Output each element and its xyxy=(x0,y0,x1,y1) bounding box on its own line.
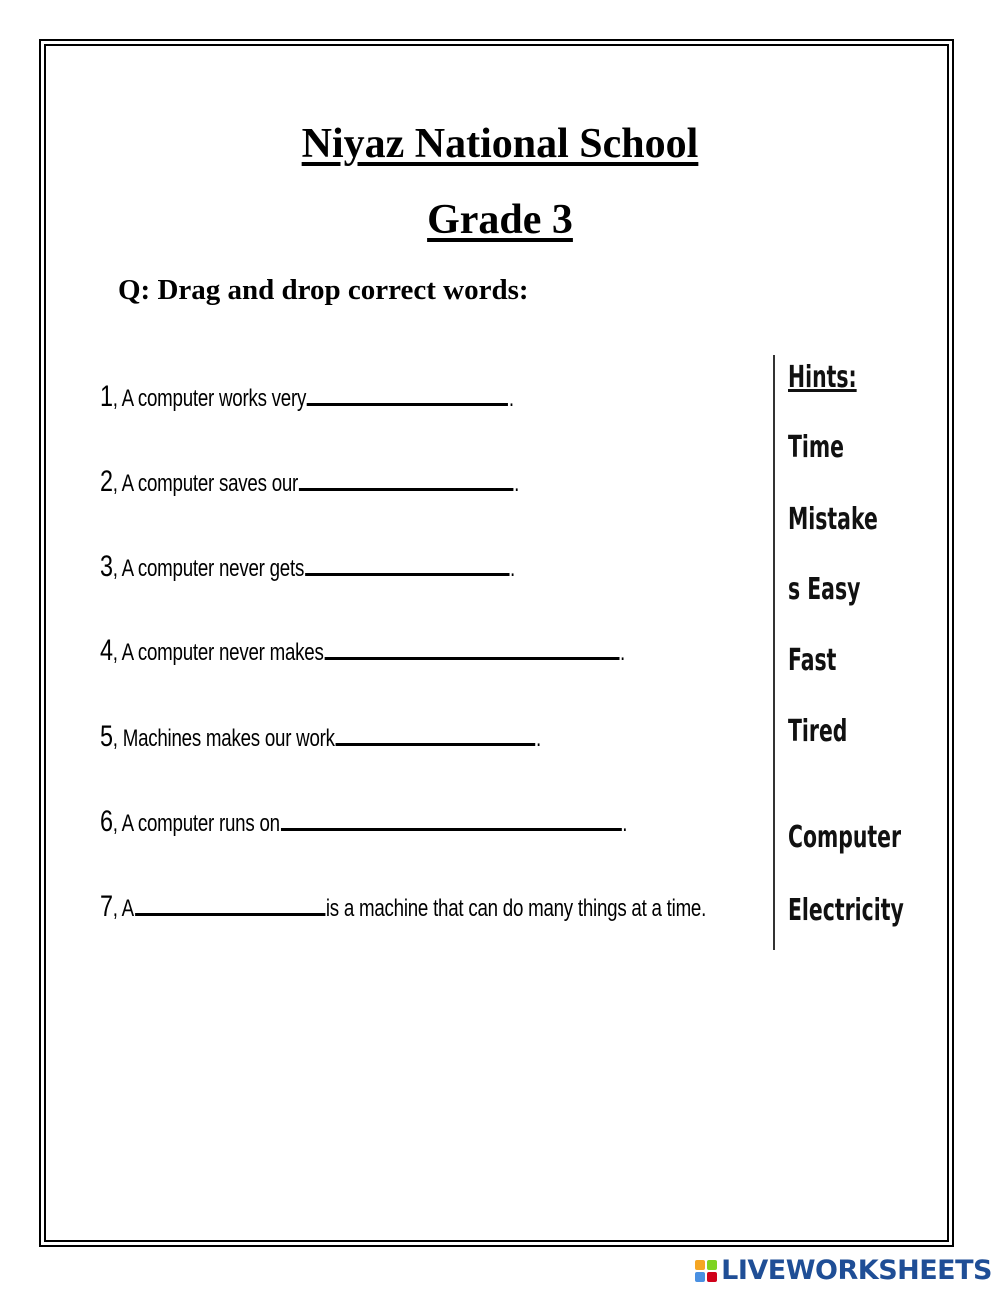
item-text-after: . xyxy=(514,470,520,497)
answer-blank-5[interactable] xyxy=(336,721,536,746)
item-text-after: . xyxy=(619,639,625,666)
school-title: Niyaz National School xyxy=(301,121,699,167)
item-text-after: is a machine that can do many things at a time. xyxy=(325,895,707,922)
hints-divider xyxy=(773,355,775,950)
answer-blank-3[interactable] xyxy=(305,551,509,576)
hint-word[interactable]: Mistake xyxy=(788,502,878,537)
item-text-before: , A computer runs on xyxy=(112,810,280,837)
item-number: 2 xyxy=(100,465,113,498)
question-item-6 xyxy=(100,805,627,839)
item-number: 5 xyxy=(100,720,113,753)
hint-word[interactable]: Computer xyxy=(788,820,902,855)
logo-square xyxy=(707,1272,717,1282)
item-text-before: , A computer never gets xyxy=(112,555,305,582)
item-text-before: , A xyxy=(112,895,134,922)
grade-title: Grade 3 xyxy=(427,197,573,243)
item-number: 6 xyxy=(100,805,113,838)
liveworksheets-brand xyxy=(695,1255,992,1286)
hint-word[interactable]: Time xyxy=(788,430,845,465)
hints-title: Hints: xyxy=(788,360,857,395)
answer-blank-6[interactable] xyxy=(281,806,622,831)
logo-square xyxy=(707,1260,717,1270)
item-text-after: . xyxy=(536,725,541,752)
answer-blank-7[interactable] xyxy=(135,891,325,916)
item-number: 3 xyxy=(100,550,113,583)
item-number: 1 xyxy=(100,380,113,413)
item-number: 7 xyxy=(100,890,113,923)
question-item-4 xyxy=(100,634,625,668)
hint-word[interactable]: Electricity xyxy=(788,893,904,928)
hint-word[interactable]: s Easy xyxy=(788,572,861,607)
question-item-2 xyxy=(100,465,519,499)
question-item-7 xyxy=(100,890,706,924)
item-text-after: . xyxy=(508,385,514,412)
question-item-1 xyxy=(100,380,514,414)
answer-blank-1[interactable] xyxy=(307,381,508,406)
hint-word[interactable]: Tired xyxy=(788,714,848,749)
item-text-after: . xyxy=(622,810,628,837)
item-text-before: , A computer works very xyxy=(112,385,307,412)
item-text-before: , A computer never makes xyxy=(112,639,324,666)
brand-name: LIVEWORKSHEETS xyxy=(721,1255,992,1286)
answer-blank-2[interactable] xyxy=(299,466,514,491)
answer-blank-4[interactable] xyxy=(324,635,619,660)
item-text-before: , A computer saves our xyxy=(112,470,299,497)
hint-word[interactable]: Fast xyxy=(788,643,837,678)
question-item-3 xyxy=(100,550,515,584)
logo-square xyxy=(695,1272,705,1282)
question-item-5 xyxy=(100,720,541,754)
question-instruction: Q: Drag and drop correct words: xyxy=(118,274,529,306)
logo-square xyxy=(695,1260,705,1270)
item-number: 4 xyxy=(100,634,113,667)
liveworksheets-logo-icon xyxy=(695,1260,717,1282)
item-text-before: , Machines makes our work xyxy=(112,725,335,752)
item-text-after: . xyxy=(509,555,515,582)
